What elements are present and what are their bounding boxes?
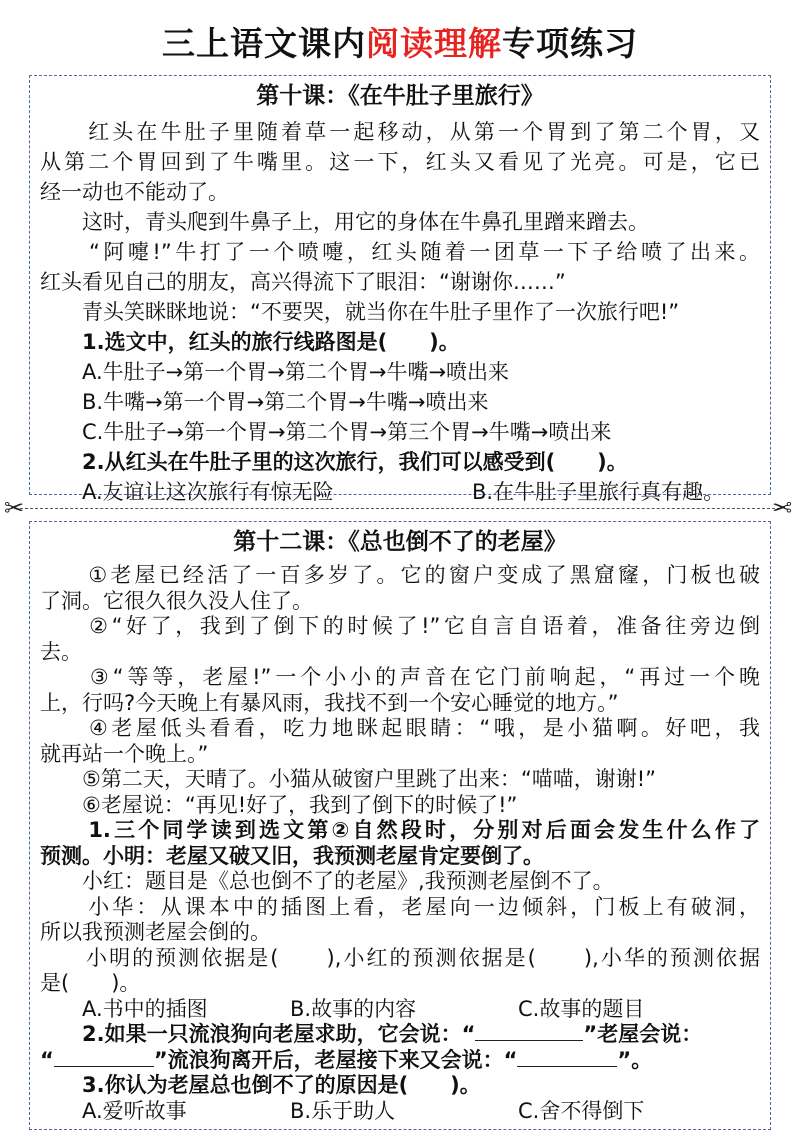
title-highlight: 阅读理解 — [366, 24, 502, 63]
lesson10-q2-option-b: B.在牛肚子里旅行真有趣。 — [472, 480, 725, 504]
lesson12-question-1-cont: 预测。小明：老屋又破又旧，我预测老屋肯定要倒了。 — [40, 843, 544, 868]
lesson12-text-line: ②“好了，我到了倒下的时候了!”它自言自语着，准备往旁边倒 — [40, 614, 760, 638]
lesson10-heading: 第十课：《在牛肚子里旅行》 — [256, 83, 544, 109]
q2-text-a: 2.如果一只流浪狗向老屋求助，它会说：“ — [40, 1022, 476, 1046]
lesson12-q1-text: 小明的预测依据是( ),小红的预测依据是( ),小华的预测依据 — [40, 945, 760, 970]
lesson12-q1-text: 小华：从课本中的插图上看，老屋向一边倾斜，门板上有破洞， — [40, 894, 760, 919]
lesson10-text-line: 这时，青头爬到牛鼻子上，用它的身体在牛鼻孔里蹭来蹭去。 — [40, 210, 649, 234]
lesson12-q1-options — [40, 997, 760, 1023]
lesson12-question-2 — [40, 1022, 760, 1048]
lesson10-q1-option-a: A.牛肚子→第一个胃→第二个胃→牛嘴→喷出来 — [40, 360, 510, 384]
lesson10-q1-option-b: B.牛嘴→第一个胃→第二个胃→牛嘴→喷出来 — [40, 390, 489, 414]
lesson12-q3-option-a: A.爱听故事 — [40, 1098, 187, 1123]
lesson10-q2-option-a: A.友谊让这次旅行有惊无险 — [40, 480, 334, 504]
lesson12-question-3: 3.你认为老屋总也倒不了的原因是( )。 — [40, 1073, 481, 1097]
lesson12-q1-option-a: A.书中的插图 — [40, 996, 208, 1021]
lesson12-text-line: ⑥老屋说：“再见!好了，我到了倒下的时候了!” — [40, 792, 518, 817]
lesson10-q2-options — [40, 477, 760, 507]
q2-text-b: ”老屋会说： — [583, 1022, 703, 1046]
lesson12-q1-text: 小红：题目是《总也倒不了的老屋》,我预测老屋倒不了。 — [40, 869, 614, 893]
lesson10-q1-option-c: C.牛肚子→第一个胃→第二个胃→第三个胃→牛嘴→喷出来 — [40, 420, 612, 444]
lesson12-text-line: ①老屋已经活了一百多岁了。它的窗户变成了黑窟窿，门板也破 — [40, 563, 760, 587]
lesson12-question-1: 1.三个同学读到选文第②自然段时，分别对后面会发生什么作了 — [40, 818, 760, 842]
lesson10-text-line: 红头在牛肚子里随着草一起移动，从第一个胃到了第二个胃，又 — [40, 120, 760, 144]
lesson12-text-line: ③“等等，老屋!”一个小小的声音在它门前响起，“再过一个晚 — [40, 665, 760, 689]
lesson12-text-line: 了洞。它很久很久没人住了。 — [40, 588, 313, 613]
lesson12-text-line: 就再站一个晚上。” — [40, 741, 209, 766]
lesson10-question-1: 1.选文中，红头的旅行线路图是( )。 — [40, 330, 460, 354]
lesson12-question-2-cont — [40, 1048, 760, 1074]
lesson10-text-line: 从第二个胃回到了牛嘴里。这一下，红头又看见了光亮。可是，它已 — [40, 150, 760, 174]
lesson12-q1-text: 所以我预测老屋会倒的。 — [40, 920, 271, 944]
answer-blank[interactable] — [475, 1022, 583, 1041]
lesson10-text-line: “阿嚏!”牛打了一个喷嚏，红头随着一团草一下子给喷了出来。 — [40, 240, 760, 264]
lesson10-text-line: 经一动也不能动了。 — [40, 180, 229, 204]
lesson12-q1-option-c: C.故事的题目 — [518, 996, 645, 1021]
lesson10-question-2: 2.从红头在牛肚子里的这次旅行，我们可以感受到( )。 — [40, 450, 628, 474]
lesson10-text-line: 青头笑眯眯地说：“不要哭，就当你在牛肚子里作了一次旅行吧!” — [40, 300, 680, 324]
scissors-icon: ✂ — [4, 494, 25, 522]
lesson12-heading: 第十二课：《总也倒不了的老屋》 — [233, 529, 567, 555]
q2-text-e: ”。 — [617, 1047, 653, 1072]
lesson12-q3-option-b: B.乐于助人 — [290, 1098, 396, 1123]
lesson12-text-line: 上，行吗?今天晚上有暴风雨，我找不到一个安心睡觉的地方。” — [40, 690, 619, 715]
lesson12-q1-option-b: B.故事的内容 — [290, 996, 417, 1021]
lesson12-text-line: 去。 — [40, 639, 82, 664]
q2-text-d: ”流浪狗离开后，老屋接下来又会说：“ — [153, 1047, 518, 1072]
lesson12-q3-option-c: C.舍不得倒下 — [518, 1098, 645, 1123]
title-part1: 三上语文课内 — [162, 24, 366, 63]
lesson12-text-line: ⑤第二天，天晴了。小猫从破窗户里跳了出来：“喵喵，谢谢!” — [40, 767, 657, 791]
lesson10-text-line: 红头看见自己的朋友，高兴得流下了眼泪：“谢谢你……” — [40, 270, 566, 294]
answer-blank[interactable] — [54, 1048, 154, 1067]
page-title — [0, 22, 800, 66]
lesson12-q1-text: 是( )。 — [40, 971, 141, 995]
lesson12-q3-options — [40, 1099, 760, 1125]
cut-line — [20, 508, 780, 509]
lesson12-text-line: ④老屋低头看看，吃力地眯起眼睛：“哦，是小猫啊。好吧，我 — [40, 716, 760, 740]
answer-blank[interactable] — [517, 1048, 617, 1067]
q2-text-c: “ — [40, 1047, 54, 1072]
title-part3: 专项练习 — [502, 24, 638, 63]
scissors-icon: ✂ — [772, 494, 793, 522]
